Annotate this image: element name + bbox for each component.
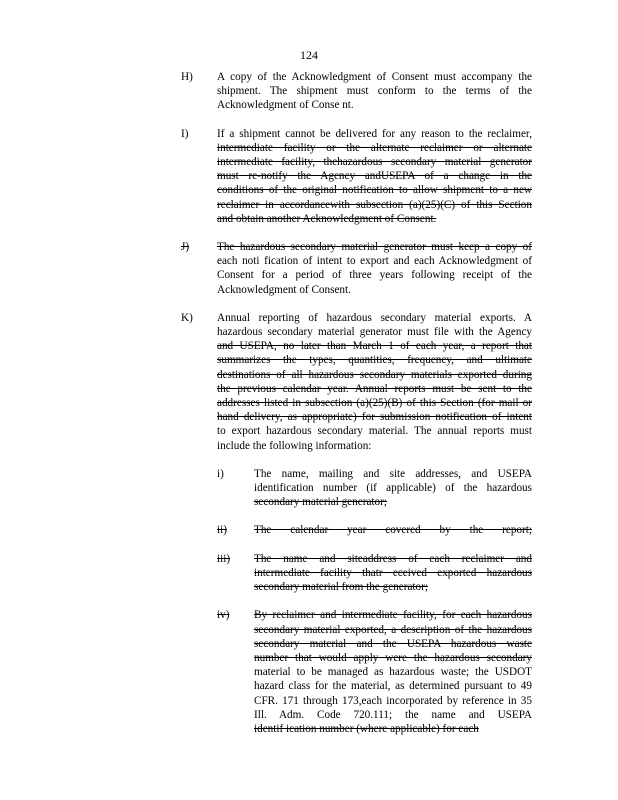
text-line: each noti fication of intent to export and each Acknowledgment of (217, 255, 532, 268)
text-line: secondary material exported, a description of the hazardous (254, 623, 532, 636)
paragraph-body (217, 70, 532, 113)
paragraph-h (0, 70, 618, 113)
paragraph-label: J) (181, 241, 190, 254)
text-line: summarizes the types, quantities, frequency, and ultimate (217, 354, 532, 367)
subparagraph-label: ii) (217, 524, 227, 537)
text-line: The hazardous secondary material generator must keep a copy of (217, 241, 532, 254)
text-line: hazardous secondary material generator must file with the Agency (217, 326, 532, 339)
paragraph-body (217, 127, 532, 226)
text-line: to export hazardous secondary material. The annual reports must (217, 425, 532, 438)
subparagraph-body (254, 467, 532, 510)
text-line: identification number (if applicable) of the hazardous (254, 482, 532, 495)
text-line: include the following information: (217, 439, 372, 452)
subparagraph-body (254, 523, 532, 537)
subparagraph-label: iv) (217, 609, 230, 622)
text-line: material to be managed as hazardous waste; the USDOT (254, 666, 532, 679)
paragraph-body (217, 311, 532, 453)
text-line: secondary material and the USEPA hazardous waste (254, 637, 532, 650)
subparagraph-body (254, 552, 532, 595)
text-line: By reclaimer and intermediate facility, for each hazardous (254, 609, 532, 622)
subparagraph-ii (0, 523, 618, 537)
subparagraph-iii (0, 552, 618, 595)
text-line: intermediate facility, thehazardous secondary material generator (217, 156, 532, 169)
subparagraph-iv (0, 608, 618, 736)
text-line: The calendar year covered by the report; (254, 524, 532, 537)
text-line: A copy of the Acknowledgment of Consent must accompany the (217, 71, 532, 83)
text-line: addresses listed in subsection (a)(25)(B) of this Section (for mail or (217, 397, 532, 410)
document-content (0, 70, 618, 750)
text-line: must re-notify the Agency andUSEPA of a change in the (217, 170, 532, 183)
text-line: Acknowledgment of Conse nt. (217, 99, 354, 112)
paragraph-label: I) (181, 127, 189, 140)
text-line: The name and siteaddress of each reclaimer and (254, 552, 532, 565)
paragraph-j (0, 240, 618, 297)
text-line: secondary material from the generator; (254, 581, 428, 594)
text-line: Annual reporting of hazardous secondary material exports. A (217, 311, 532, 324)
text-line: secondary material generator; (254, 496, 387, 509)
text-line: and obtain another Acknowledgment of Consent. (217, 212, 437, 225)
text-line: number that would apply were the hazardous secondary (254, 651, 532, 664)
subparagraph-label: i) (217, 467, 224, 480)
paragraph-body (217, 240, 532, 297)
text-line: hazard class for the material, as determined pursuant to 49 (254, 680, 532, 693)
paragraph-label: K) (181, 311, 193, 324)
subparagraph-i (0, 467, 618, 510)
text-line: hand delivery, as appropriate) for submission notification of intent (217, 411, 532, 424)
text-line: If a shipment cannot be delivered for any reason to the reclaimer, (217, 127, 532, 140)
text-line: Consent for a period of three years following receipt of the (217, 269, 532, 282)
text-line: Acknowledgment of Consent. (217, 283, 351, 296)
page-number: 124 (300, 48, 318, 62)
text-line: the previous calendar year. Annual reports must be sent to the (217, 382, 532, 395)
subparagraph-label: iii) (217, 552, 231, 565)
text-line: destinations of all hazardous secondary materials exported during (217, 368, 532, 381)
text-line: The name, mailing and site addresses, and USEPA (254, 467, 532, 480)
text-line: conditions of the original notification to allow shipment to a new (217, 184, 532, 197)
text-line: Ill. Adm. Code 720.111; the name and USEPA (254, 708, 532, 721)
text-line: identif ication number (where applicable) for each (254, 722, 479, 735)
text-line: shipment. The shipment must conform to the terms of the (217, 85, 532, 98)
text-line: reclaimer in accordancewith subsection (a)(25)(C) of this Section (217, 198, 532, 211)
text-line: and USEPA, no later than March 1 of each year, a report that (217, 340, 532, 353)
subparagraph-list (0, 467, 618, 736)
paragraph-i (0, 127, 618, 226)
text-line: CFR. 171 through 173,each incorporated by reference in 35 (254, 694, 532, 707)
text-line: intermediate facility or the alternate reclaimer or alternate (217, 141, 532, 154)
subparagraph-body (254, 608, 532, 736)
paragraph-k (0, 311, 618, 736)
paragraph-label: H) (181, 71, 193, 83)
text-line: intermediate facility thatr eceived exported hazardous (254, 566, 532, 579)
